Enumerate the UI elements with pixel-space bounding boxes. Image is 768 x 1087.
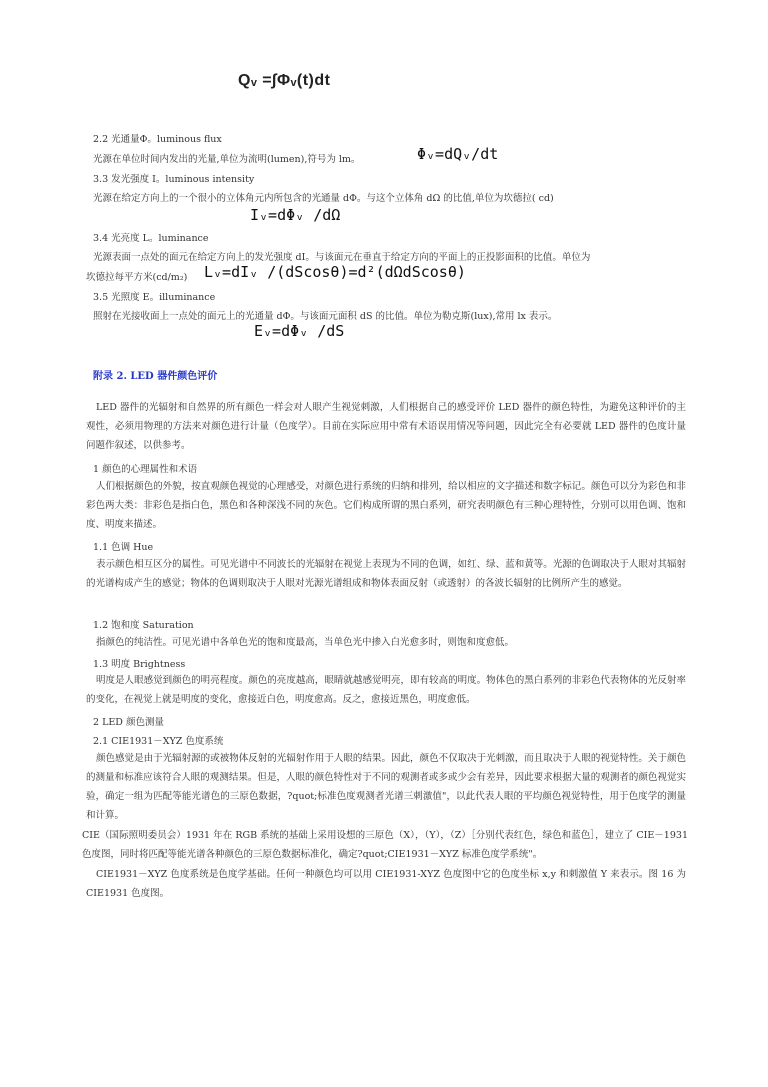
- text-3-3: 光源在给定方向上的一个很小的立体角元内所包含的光通量 dΦ。与这个立体角 dΩ 的比值,单位为坎德拉( cd): [93, 193, 554, 204]
- paragraph-1-2: 指颜色的纯洁性。可见光谱中各单色光的饱和度最高，当单色光中掺入白光愈多时，则饱和度愈低。: [96, 637, 515, 648]
- formula-luminous-flux: Φᵥ=dQᵥ/dt: [417, 145, 499, 163]
- paragraph-last: CIE1931－XYZ 色度系统是色度学基础。任何一种颜色均可以用 CIE1931-XYZ 色度图中它的色度坐标 x,y 和刺激值 Y 来表示。图 16 为 CIE1931 色度图。: [86, 869, 686, 899]
- heading-1-3: 1.3 明度 Brightness: [93, 659, 186, 670]
- heading-2-2: 2.2 光通量Φ。luminous flux: [93, 134, 222, 145]
- heading-1-1: 1.1 色调 Hue: [93, 542, 154, 553]
- appendix-title: 附录 2. LED 器件颜色评价: [93, 371, 218, 382]
- heading-1-2: 1.2 饱和度 Saturation: [93, 620, 194, 631]
- text-3-4-line1: 光源表面一点处的面元在给定方向上的发光强度 dI。与该面元在垂直于给定方向的平面上的正投影面积的比值。单位为: [93, 252, 591, 263]
- paragraph-1-1: 表示颜色相互区分的属性。可见光谱中不同波长的光辐射在视觉上表现为不同的色调，如红、绿、蓝和黄等。光源的色调取决于人眼对其辐射的光谱构成产生的感觉；物体的色调则取决于人眼对光源光谱组成和物体表面反射（或透射）的各波长辐射的比例所产生的感觉。: [86, 559, 686, 589]
- text-2-2: 光源在单位时间内发出的光量,单位为流明(lumen),符号为 lm。: [93, 154, 361, 165]
- paragraph-cie: CIE（国际照明委员会）1931 年在 RGB 系统的基础上采用设想的三原色（X），（Y），（Z）［分别代表红色，绿色和蓝色］，建立了 CIE－1931 色度图，同时将匹配等能光谱各种颜色的三原色数据标准化，确定?quot;CIE1931－XYZ 标准色度学系统"。: [82, 830, 688, 860]
- heading-3-3: 3.3 发光强度 I。luminous intensity: [93, 174, 255, 185]
- paragraph-2-1: 颜色感觉是由于光辐射源的或被物体反射的光辐射作用于人眼的结果。因此，颜色不仅取决于光刺激，而且取决于人眼的视觉特性。关于颜色的测量和标准应该符合人眼的观测结果。但是，人眼的颜色特性对于不同的观测者或多或少会有差异，因此要求根据大量的观测者的颜色视觉实验，确定一组为匹配等能光谱色的三原色数据，?quot;标准色度观测者光谱三刺激值"，以此代表人眼的平均颜色视觉特性，用于色度学的测量和计算。: [86, 753, 686, 821]
- heading-3-4: 3.4 光亮度 L。luminance: [93, 233, 209, 244]
- paragraph-1: 人们根据颜色的外貌，按直观颜色视觉的心理感受，对颜色进行系统的归纳和排列，给以相应的文字描述和数字标记。颜色可以分为彩色和非彩色两大类：非彩色是指白色，黑色和各种深浅不同的灰色。它们构成所谓的黑白系列，研究表明颜色有三种心理特性，分别可以用色调、饱和度、明度来描述。: [86, 481, 686, 530]
- paragraph-1-3: 明度是人眼感觉到颜色的明亮程度。颜色的亮度越高，眼睛就越感觉明亮，即有较高的明度。物体色的黑白系列的非彩色代表物体的光反射率的变化，在视觉上就是明度的变化，愈接近白色，明度愈高。反之，愈接近黑色，明度愈低。: [86, 675, 686, 705]
- heading-2-1: 2.1 CIE1931－XYZ 色度系统: [93, 736, 224, 747]
- formula-luminance: Lᵥ=dIᵥ /(dScosθ)=d²(dΩdScosθ): [204, 263, 466, 281]
- heading-1: 1 颜色的心理属性和术语: [93, 464, 198, 475]
- equation-total-quantity: Qᵥ =∫Φᵥ(t)dt: [238, 72, 331, 89]
- formula-illuminance: Eᵥ=dΦᵥ /dS: [254, 322, 345, 340]
- intro-paragraph: LED 器件的光辐射和自然界的所有颜色一样会对人眼产生视觉刺激，人们根据自己的感受评价 LED 器件的颜色特性，为避免这种评价的主观性，必须用物理的方法来对颜色进行计量（色度学）。目前在实际应用中常有术语误用情况等问题，因此完全有必要就 LED 器件的色度计量问题作叙述，以供参考。: [86, 402, 686, 451]
- heading-3-5: 3.5 光照度 E。illuminance: [93, 292, 216, 303]
- text-3-4-line2: 坎德拉每平方米(cd/m₂): [86, 272, 188, 283]
- formula-luminous-intensity: Iᵥ=dΦᵥ /dΩ: [250, 206, 341, 224]
- text-3-5: 照射在光接收面上一点处的面元上的光通量 dΦ。与该面元面积 dS 的比值。单位为勒克斯(lux),常用 lx 表示。: [93, 311, 558, 322]
- heading-2: 2 LED 颜色测量: [93, 717, 164, 728]
